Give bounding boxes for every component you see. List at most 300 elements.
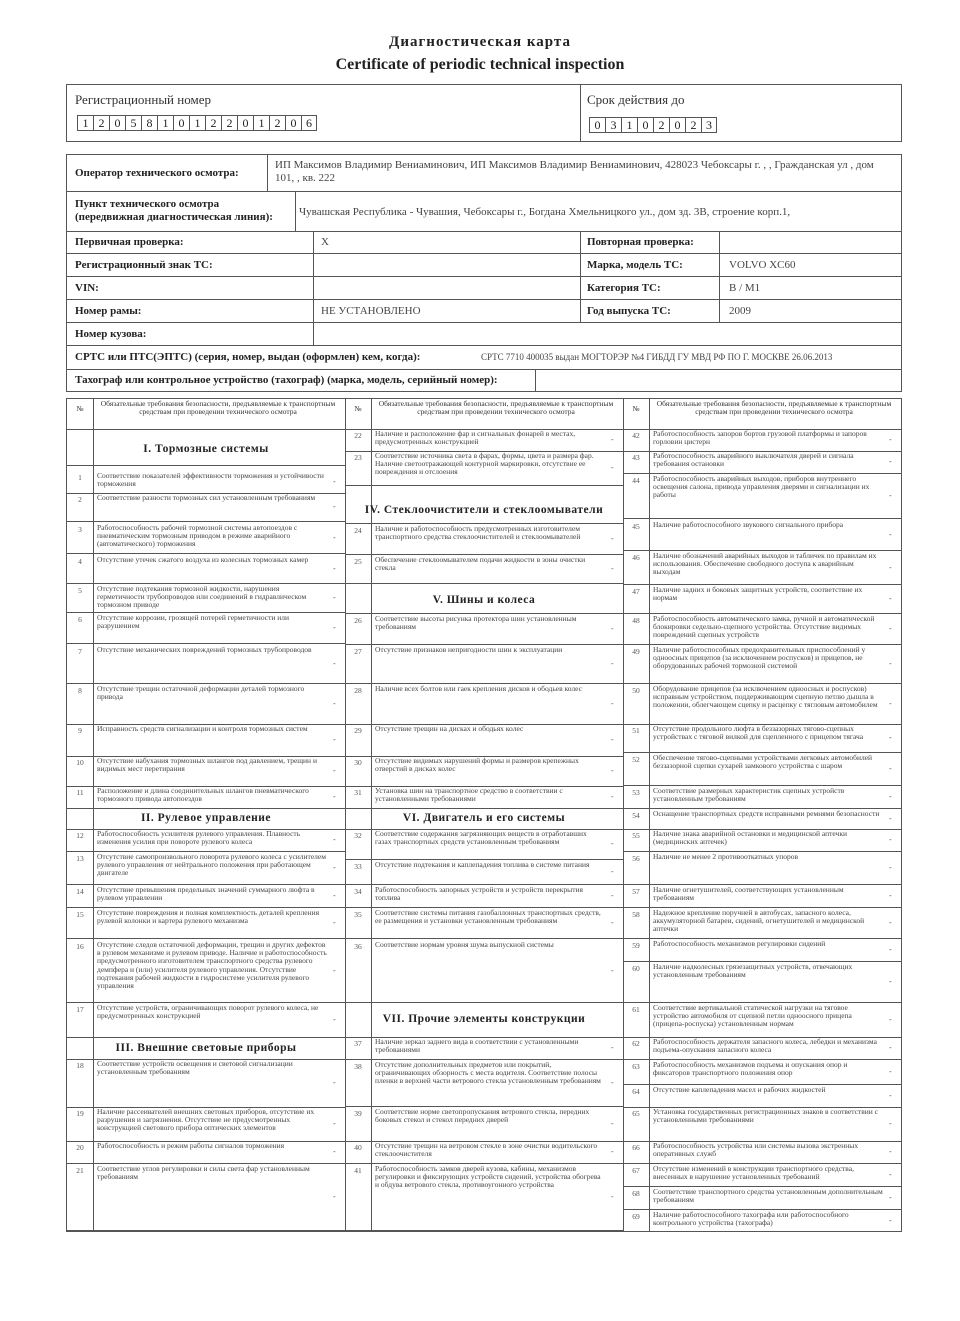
- table-line: [67, 683, 93, 684]
- row-line: [67, 231, 901, 232]
- row-number: 29: [354, 726, 362, 735]
- digit-box: 3: [605, 117, 621, 133]
- row-number: 54: [632, 811, 640, 820]
- col-line: [267, 155, 268, 191]
- table-line: [67, 1037, 93, 1038]
- requirements-table: [66, 398, 902, 1232]
- result-dash: -: [333, 593, 336, 602]
- requirement-text: Соответствие транспортного средства установленным дополнительным требованиям: [653, 1188, 883, 1205]
- requirement-text: Отсутствие коррозии, грозящей потерей герметичности или разрушением: [97, 614, 290, 631]
- column-requirement-header: Обязательные требования безопасности, предъявляемые к транспортным средствам при проведении технического осмотра: [100, 399, 336, 416]
- requirement-text: Отсутствие изменений в конструкции транспортного средства, внесенных в нарушение установленных требований: [653, 1165, 854, 1182]
- row-number: 63: [632, 1062, 640, 1071]
- table-line: [623, 584, 649, 585]
- requirement-text: Отсутствие утечек сжатого воздуха из колесных тормозных камер: [97, 556, 309, 564]
- table-line: [649, 752, 901, 753]
- table-line: [345, 859, 371, 860]
- table-line: [623, 518, 649, 519]
- requirement-text: Надежное крепление поручней в автобусах, запасного колеса, аккумуляторной батареи, сидений, огнетушителей и медицинской аптечки: [653, 909, 865, 934]
- table-line: [623, 907, 649, 908]
- table-line: [93, 808, 345, 809]
- registration-box: [66, 84, 902, 142]
- table-line: [623, 1141, 649, 1142]
- row-number: 46: [632, 553, 640, 562]
- requirement-text: Отсутствие превышения предельных значений суммарного люфта в рулевом управлении: [97, 886, 315, 903]
- digit-box: 1: [77, 115, 93, 131]
- result-dash: -: [889, 1193, 892, 1202]
- result-dash: -: [611, 659, 614, 668]
- result-dash: -: [611, 735, 614, 744]
- digit-box: 2: [269, 115, 285, 131]
- table-line: [623, 752, 649, 753]
- table-line: [623, 473, 649, 474]
- row-number: 15: [76, 910, 84, 919]
- table-line: [67, 756, 93, 757]
- table-line: [371, 1163, 623, 1164]
- section-heading: III. Внешние световые приборы: [115, 1042, 297, 1054]
- row-number: 50: [632, 686, 640, 695]
- table-line: [93, 884, 345, 885]
- requirement-text: Соответствие показателей эффективности торможения и устойчивости торможения: [97, 472, 324, 489]
- table-line: [623, 1002, 649, 1003]
- result-dash: -: [889, 792, 892, 801]
- col-line: [535, 369, 536, 392]
- row-number: 44: [632, 476, 640, 485]
- requirement-text: Наличие обозначений аварийных выходов и табличек по правилам их использования. Обеспечение свободного доступа к аварийным выходам: [653, 552, 877, 577]
- table-line: [67, 884, 93, 885]
- result-dash: -: [333, 1015, 336, 1024]
- result-dash: -: [333, 1078, 336, 1087]
- requirement-text: Работоспособность аварийного выключателя дверей и сигнала требования остановки: [653, 452, 854, 469]
- result-dash: -: [889, 491, 892, 500]
- table-line: [345, 523, 623, 524]
- requirement-text: Отсутствие набухания тормозных шлангов под давлением, трещин и видимых мест перетирания: [97, 757, 317, 774]
- row-number: 1: [78, 473, 82, 482]
- row-line: [67, 191, 901, 192]
- result-dash: -: [333, 891, 336, 900]
- table-line: [649, 1002, 901, 1003]
- table-line: [649, 884, 901, 885]
- result-dash: -: [611, 1147, 614, 1156]
- table-line: [67, 612, 93, 613]
- table-line: [623, 1107, 649, 1108]
- table-line: [345, 808, 371, 809]
- table-line: [623, 1186, 649, 1187]
- table-line: [345, 1230, 371, 1231]
- requirement-text: Отсутствие признаков непригодности шин к эксплуатации: [375, 646, 563, 654]
- vin-label: VIN:: [75, 282, 99, 294]
- row-number: 17: [76, 1005, 84, 1014]
- result-dash: -: [611, 891, 614, 900]
- row-number: 40: [354, 1143, 362, 1152]
- row-number: 25: [354, 557, 362, 566]
- table-line: [345, 1002, 371, 1003]
- result-dash: -: [333, 792, 336, 801]
- table-line: [345, 554, 371, 555]
- result-dash: -: [333, 1119, 336, 1128]
- table-line: [345, 786, 371, 787]
- table-line: [93, 1163, 345, 1164]
- requirement-text: Работоспособность механизмов регулировки сидений: [653, 940, 826, 948]
- table-line: [345, 1141, 371, 1142]
- result-dash: -: [611, 699, 614, 708]
- table-line: [649, 644, 901, 645]
- frame-value: НЕ УСТАНОВЛЕНО: [321, 305, 421, 317]
- requirement-text: Наличие работоспособных предохранительных приспособлений у одноосных прицепов (за исключением роспусков) и прицепов, не оборудованных рабочей тормозной системой: [653, 646, 866, 671]
- requirement-text: Наличие рассеивателей внешних световых приборов, отсутствие их разрушения и загрязнения. Отсутствие не предусмотренных конструкцией светового прибора оптических элементов: [97, 1108, 315, 1133]
- point-label-2: (передвижная диагностическая линия):: [75, 211, 273, 223]
- row-number: 19: [76, 1109, 84, 1118]
- row-number: 49: [632, 647, 640, 656]
- requirement-text: Наличие задних и боковых защитных устройств, соответствие их нормам: [653, 586, 863, 603]
- row-number: 31: [354, 788, 362, 797]
- requirement-text: Соответствие норме светопропускания ветрового стекла, передних боковых стекол и стекол передних дверей: [375, 1108, 590, 1125]
- result-dash: -: [889, 1215, 892, 1225]
- digit-box: 1: [189, 115, 205, 131]
- table-line: [649, 683, 901, 684]
- table-line: [67, 938, 93, 939]
- table-line: [649, 961, 901, 962]
- table-line: [623, 829, 649, 830]
- result-dash: -: [611, 839, 614, 848]
- table-line: [93, 583, 345, 584]
- table-line: [623, 550, 649, 551]
- row-number: 22: [354, 431, 362, 440]
- row-number: 52: [632, 755, 640, 764]
- requirement-text: Отсутствие самопроизвольного поворота рулевого колеса с усилителем рулевого управления от нейтрального положения при работающем двигателе: [97, 853, 326, 878]
- col-line: [719, 231, 720, 322]
- digit-box: 0: [589, 117, 605, 133]
- table-line: [649, 1163, 901, 1164]
- table-line: [623, 683, 649, 684]
- result-dash: -: [611, 1078, 614, 1087]
- table-line: [649, 1231, 901, 1232]
- result-dash: -: [333, 766, 336, 775]
- row-number: 5: [78, 586, 82, 595]
- section-heading: II. Рулевое управление: [140, 812, 272, 824]
- requirement-text: Соответствие источника света в фарах, формы, цвета и размера фар. Наличие светоотражающей контурной маркировки, отсутствие ее повреждения и отслоения: [375, 452, 594, 477]
- brand-label: Марка, модель ТС:: [587, 259, 683, 271]
- table-line: [67, 786, 93, 787]
- result-dash: -: [611, 564, 614, 573]
- vehicle-info-block: [66, 154, 902, 392]
- table-line: [93, 643, 345, 644]
- requirement-text: Оборудование прицепов (за исключением одноосных и роспусков) исправным устройством, поддерживающим сцепную петлю дышла в положении, облегчающем сцепку и расцепку с тягловым автомобилем: [653, 685, 878, 710]
- requirement-text: Соответствие нормам уровня шума выпускной системы: [375, 941, 554, 949]
- table-line: [371, 884, 623, 885]
- table-line: [623, 785, 649, 786]
- result-dash: -: [889, 1043, 892, 1052]
- row-number: 62: [632, 1039, 640, 1048]
- requirement-text: Работоспособность аварийных выходов, приборов внутреннего освещения салона, привода управления дверями и сигнализации их работы: [653, 475, 870, 500]
- table-line: [345, 1059, 371, 1060]
- row-line: [67, 299, 901, 300]
- requirement-text: Отсутствие трещин остаточной деформации деталей тормозного привода: [97, 685, 305, 702]
- row-number: 18: [76, 1061, 84, 1070]
- row-line: [67, 322, 901, 323]
- row-number: 47: [632, 587, 640, 596]
- table-line: [93, 521, 345, 522]
- table-line: [371, 859, 623, 860]
- row-number: 4: [78, 557, 82, 566]
- requirement-text: Отсутствие дополнительных предметов или покрытий, ограничивающих обзорность с места водителя. Соответствие полосы пленки в верхней части ветрового стекла установленным требованиям: [375, 1061, 601, 1086]
- requirement-text: Работоспособность запорных устройств и устройств перекрытия топлива: [375, 886, 583, 903]
- result-dash: -: [611, 867, 614, 876]
- requirement-text: Наличие всех болтов или гаек крепления дисков и ободьев колес: [375, 685, 583, 693]
- table-line: [623, 961, 649, 962]
- requirement-text: Работоспособность запоров бортов грузовой платформы и запоров горловин цистерн: [653, 430, 867, 447]
- table-line: [649, 808, 901, 809]
- requirement-text: Отсутствие следов остаточной деформации, трещин и других дефектов в рулевом механизме и рулевом приводе. Наличие и работоспособность предусмотренного изготовителем транспортного средства рулевого демпфера и (или) усилителя рулевого управления. Отсутствие подтекания рабочей жидкости в гидросистеме усилителя рулевого управления: [97, 941, 327, 991]
- section-heading: V. Шины и колеса: [432, 594, 536, 606]
- requirement-text: Отсутствие продольного люфта в беззазорных тягово-сцепных устройствах с тяговой вилкой для сцепленного с прицепом тягача: [653, 725, 864, 742]
- requirement-text: Наличие огнетушителей, соответствующих установленным требованиям: [653, 886, 844, 903]
- table-line: [345, 683, 371, 684]
- table-line: [649, 785, 901, 786]
- result-dash: -: [333, 966, 336, 975]
- row-number: 12: [76, 831, 84, 840]
- table-line: [93, 938, 345, 939]
- digit-box: 2: [205, 115, 221, 131]
- table-line: [93, 851, 345, 852]
- result-dash: -: [611, 624, 614, 633]
- col-line: [580, 231, 581, 322]
- table-line: [345, 1163, 371, 1164]
- requirement-text: Соответствие системы питания газобаллонных транспортных средств, ее размещения и установки установленным требованиям: [375, 909, 601, 926]
- table-line: [345, 938, 371, 939]
- row-number: 30: [354, 758, 362, 767]
- requirement-text: Наличие надколесных грязезащитных устройств, отвечающих установленным требованиям: [653, 963, 853, 980]
- table-line: [67, 1107, 93, 1108]
- category-label: Категория ТС:: [587, 282, 661, 294]
- result-dash: -: [889, 435, 892, 444]
- row-line: [67, 276, 901, 277]
- result-dash: -: [333, 564, 336, 573]
- row-number: 69: [632, 1212, 640, 1221]
- brand-value: VOLVO XC60: [729, 259, 796, 271]
- table-line: [371, 1002, 623, 1003]
- row-number: 9: [78, 726, 82, 735]
- requirement-text: Наличие и работоспособность предусмотренных изготовителем транспортного средства стеклоочистителей и стеклоомывателей: [375, 525, 581, 542]
- requirement-text: Соответствие разности тормозных сил установленным требованиям: [97, 494, 316, 502]
- column-num-header: №: [354, 404, 362, 413]
- row-number: 20: [76, 1143, 84, 1152]
- row-number: 24: [354, 526, 362, 535]
- table-line: [67, 493, 93, 494]
- table-line: [345, 756, 371, 757]
- table-line: [93, 612, 345, 613]
- digit-box: 1: [621, 117, 637, 133]
- result-dash: -: [611, 966, 614, 975]
- result-dash: -: [889, 530, 892, 539]
- row-number: 67: [632, 1166, 640, 1175]
- table-line: [623, 1231, 649, 1232]
- year-label: Год выпуска ТС:: [587, 305, 671, 317]
- table-line: [345, 1106, 371, 1107]
- requirement-text: Отсутствие повреждения и полная комплектность деталей крепления рулевой колонки и картера рулевого механизма: [97, 909, 320, 926]
- requirement-text: Работоспособность замков дверей кузова, кабины, механизмов регулировки и фиксирующих устройств сидений, устройства обогрева и обдува ветрового стекла, противоугонного устройства: [375, 1165, 601, 1190]
- table-line: [67, 1230, 93, 1231]
- requirement-text: Отсутствие каплепадения масел и рабочих жидкостей: [653, 1086, 826, 1094]
- row-number: 35: [354, 910, 362, 919]
- table-line: [93, 1037, 345, 1038]
- result-dash: -: [333, 918, 336, 927]
- digit-box: 2: [685, 117, 701, 133]
- digit-box: 2: [221, 115, 237, 131]
- table-line: [649, 473, 901, 474]
- table-line: [67, 1163, 93, 1164]
- row-number: 51: [632, 726, 640, 735]
- row-number: 34: [354, 887, 362, 896]
- year-value: 2009: [729, 305, 751, 317]
- table-line: [649, 1186, 901, 1187]
- row-number: 23: [354, 453, 362, 462]
- row-number: 53: [632, 788, 640, 797]
- table-line: [93, 907, 345, 908]
- result-dash: -: [889, 835, 892, 844]
- result-dash: -: [889, 659, 892, 668]
- section-heading: I. Тормозные системы: [143, 443, 269, 455]
- requirement-text: Наличие не менее 2 противооткатных упоров: [653, 853, 799, 861]
- operator-value: ИП Максимов Владимир Вениаминович, ИП Максимов Владимир Вениаминович, 428023 Чебоксары г. , , Гражданская ул , дом 101, , кв. 222: [275, 159, 874, 184]
- digit-box: 0: [285, 115, 301, 131]
- requirement-text: Наличие зеркал заднего вида в соответствии с установленными требованиями: [375, 1038, 579, 1055]
- row-number: 26: [354, 616, 362, 625]
- requirement-text: Наличие знака аварийной остановки и медицинской аптечки (медицинских аптечек): [653, 830, 847, 847]
- title-ru: Диагностическая карта: [389, 34, 571, 50]
- requirement-text: Соответствие устройств освещения и световой сигнализации установленным требованиям: [97, 1060, 293, 1077]
- row-number: 66: [632, 1143, 640, 1152]
- row-number: 61: [632, 1005, 640, 1014]
- row-number: 43: [632, 453, 640, 462]
- row-number: 3: [78, 525, 82, 534]
- result-dash: -: [333, 477, 336, 486]
- requirement-text: Наличие и расположение фар и сигнальных фонарей в местах, предусмотренных конструкцией: [375, 430, 576, 447]
- result-dash: -: [889, 1015, 892, 1024]
- table-line: [345, 724, 371, 725]
- requirement-text: Отсутствие подтекания и каплепадения топлива в системе питания: [375, 861, 590, 869]
- digit-box: 6: [301, 115, 317, 131]
- section-heading: VII. Прочие элементы конструкции: [382, 1013, 586, 1025]
- requirement-text: Расположение и длина соединительных шлангов пневматического тормозного привода автопоездов: [97, 787, 309, 804]
- table-line: [649, 550, 901, 551]
- requirement-text: Отсутствие видимых нарушений формы и размеров крепежных отверстий в дисках колес: [375, 757, 579, 774]
- table-line: [93, 683, 345, 684]
- table-line: [623, 1209, 649, 1210]
- result-dash: -: [333, 1147, 336, 1156]
- table-line: [623, 884, 649, 885]
- table-line: [371, 808, 623, 809]
- valid-until-label: Срок действия до: [587, 92, 685, 107]
- table-line: [371, 1230, 623, 1231]
- requirement-text: Соответствие размерных характеристик сцепных устройств установленным требованиям: [653, 787, 845, 804]
- table-line: [371, 1106, 623, 1107]
- digit-box: 0: [637, 117, 653, 133]
- table-line: [649, 613, 901, 614]
- row-number: 37: [354, 1039, 362, 1048]
- row-number: 38: [354, 1062, 362, 1071]
- result-dash: -: [611, 534, 614, 543]
- requirement-text: Отсутствие подтекания тормозной жидкости, нарушения герметичности трубопроводов или соединений в гидравлическом тормозном приводе: [97, 585, 307, 610]
- table-line: [67, 808, 93, 809]
- result-dash: -: [333, 735, 336, 744]
- result-dash: -: [889, 562, 892, 572]
- table-line: [93, 1002, 345, 1003]
- table-line: [371, 1059, 623, 1060]
- table-line: [623, 451, 649, 452]
- result-dash: -: [889, 1067, 892, 1076]
- result-dash: -: [889, 699, 892, 708]
- requirement-text: Отсутствие устройств, ограничивающих поворот рулевого колеса, не предусмотренных конструкцией: [97, 1004, 319, 1021]
- row-number: 48: [632, 616, 640, 625]
- table-line: [649, 851, 901, 852]
- requirement-text: Отсутствие трещин на дисках и ободьях колес: [375, 725, 524, 733]
- row-number: 59: [632, 941, 640, 950]
- table-line: [623, 613, 649, 614]
- row-number: 56: [632, 854, 640, 863]
- result-dash: -: [333, 533, 336, 542]
- requirement-text: Соответствие содержания загрязняющих веществ в отработавших газах транспортных средств установленным требованиям: [375, 830, 587, 847]
- result-dash: -: [889, 1170, 892, 1179]
- result-dash: -: [889, 1147, 892, 1156]
- digit-box: 0: [669, 117, 685, 133]
- row-number: 27: [354, 647, 362, 656]
- row-number: 39: [354, 1109, 362, 1118]
- table-line: [67, 521, 93, 522]
- row-number: 6: [78, 615, 82, 624]
- result-dash: -: [333, 502, 336, 511]
- row-number: 33: [354, 862, 362, 871]
- digit-box: 5: [125, 115, 141, 131]
- requirement-text: Работоспособность держателя запасного колеса, лебедки и механизма подъема-опускания запасного колеса: [653, 1038, 877, 1055]
- result-dash: -: [611, 792, 614, 801]
- row-line: [67, 253, 901, 254]
- column-num-header: №: [632, 404, 640, 413]
- repeat-label: Повторная проверка:: [587, 236, 694, 248]
- requirement-text: Отсутствие трещин на ветровом стекле в зоне очистки водительского стеклоочистителя: [375, 1142, 598, 1159]
- table-line: [345, 451, 371, 452]
- row-number: 57: [632, 887, 640, 896]
- digit-box: 1: [157, 115, 173, 131]
- reg-number-digits: [77, 115, 317, 131]
- row-number: 42: [632, 431, 640, 440]
- row-number: 64: [632, 1087, 640, 1096]
- row-number: 32: [354, 831, 362, 840]
- table-line: [67, 724, 93, 725]
- result-dash: -: [889, 1119, 892, 1128]
- table-line: [623, 938, 649, 939]
- table-line: [371, 583, 623, 584]
- operator-label: Оператор технического осмотра:: [75, 167, 239, 179]
- table-line: [371, 683, 623, 684]
- result-dash: -: [889, 624, 892, 633]
- result-dash: -: [333, 863, 336, 872]
- table-line: [649, 938, 901, 939]
- table-line: [623, 851, 649, 852]
- requirement-text: Работоспособность рабочей тормозной системы автопоездов с пневматическим тормозным приводом в режиме аварийного (автоматического) торможения: [97, 524, 298, 549]
- row-number: 14: [76, 887, 84, 896]
- row-number: 8: [78, 686, 82, 695]
- table-line: [67, 465, 345, 466]
- digit-box: 1: [253, 115, 269, 131]
- row-line: [67, 345, 901, 346]
- table-line: [345, 907, 371, 908]
- section-heading: IV. Стеклоочистители и стеклоомыватели: [364, 504, 604, 516]
- requirement-text: Отсутствие механических повреждений тормозных трубопроводов: [97, 646, 312, 654]
- result-dash: -: [889, 891, 892, 900]
- table-line: [67, 851, 93, 852]
- point-label-1: Пункт технического осмотра: [75, 198, 220, 210]
